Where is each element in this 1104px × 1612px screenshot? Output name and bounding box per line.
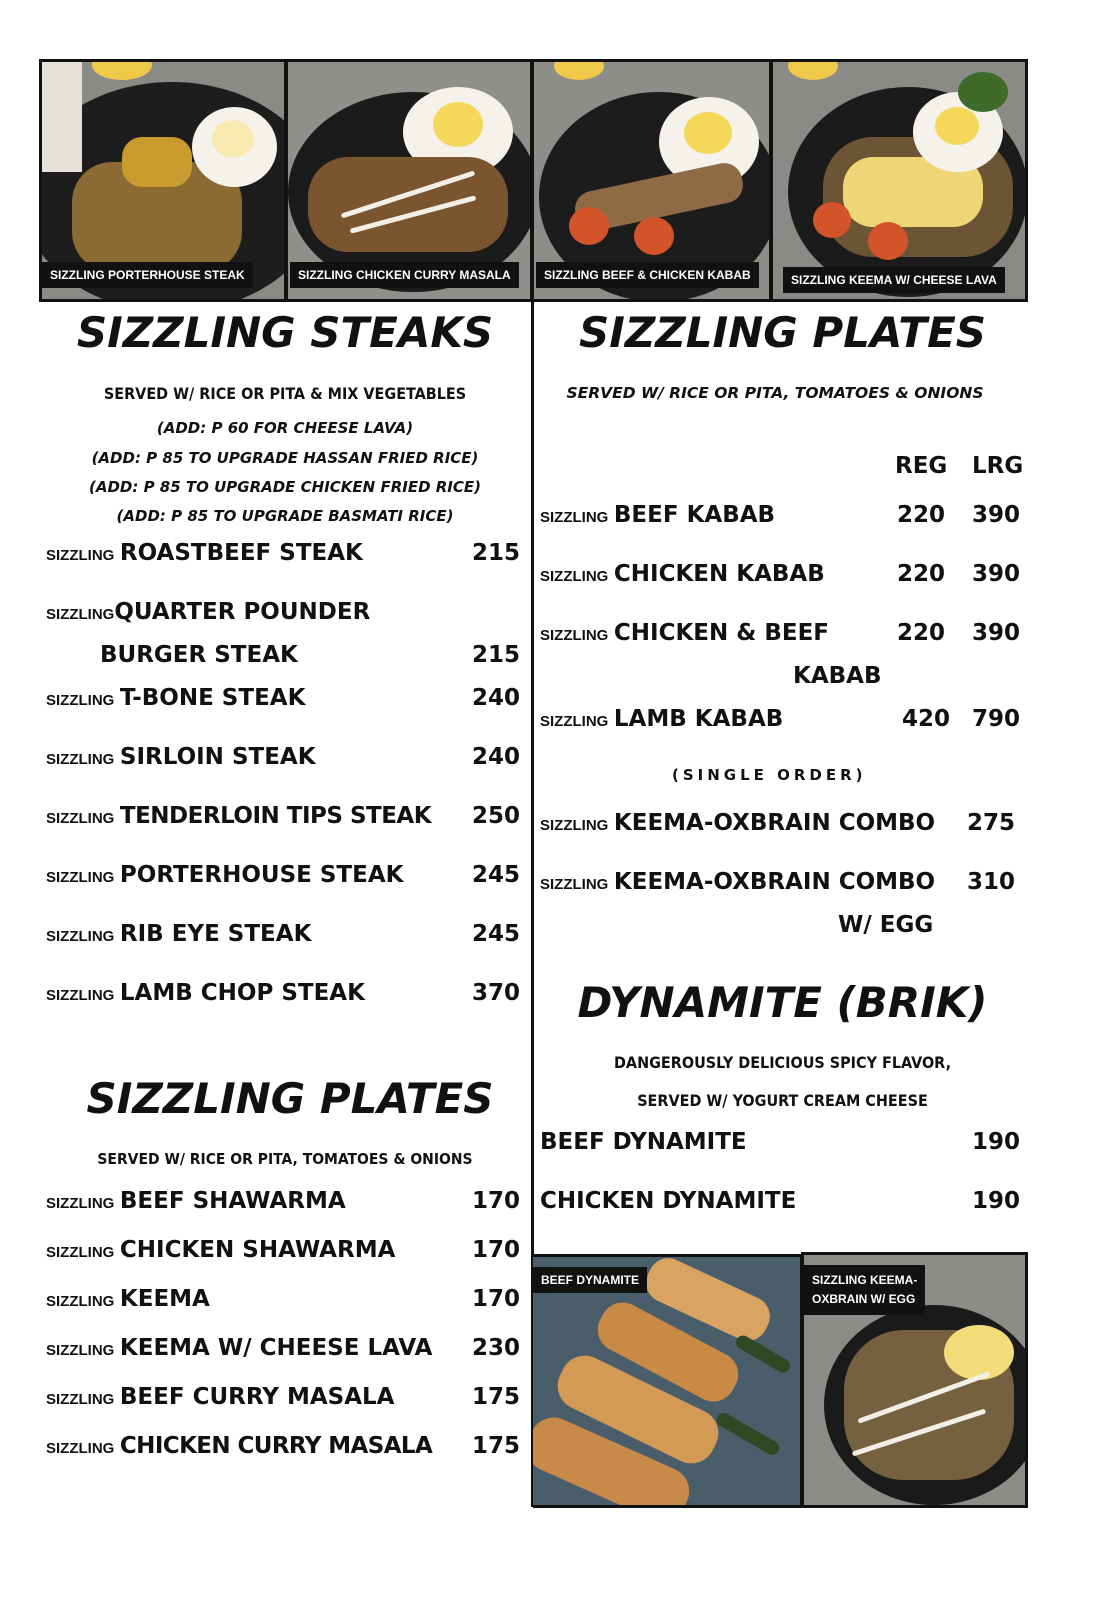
item-name: QUARTER POUNDER <box>114 599 371 625</box>
sizzling-prefix: SIZZLING <box>46 928 115 945</box>
item-name: KEEMA-OXBRAIN COMBO <box>613 869 936 895</box>
mixed-vegetables <box>122 137 192 187</box>
photo-beef-dynamite <box>533 1254 803 1508</box>
lemon-slice <box>554 59 604 80</box>
sizzling-prefix: SIZZLING <box>46 1440 115 1457</box>
steaks-note-chicken: (ADD: P 85 TO UPGRADE CHICKEN FRIED RICE) <box>88 478 481 496</box>
caption-line: SIZZLING KEEMA- <box>812 1273 918 1287</box>
item-name: BEEF DYNAMITE <box>540 1129 747 1155</box>
menu-item <box>46 1237 395 1263</box>
sizzling-prefix: SIZZLING <box>46 810 115 827</box>
item-name: BEEF SHAWARMA <box>119 1188 346 1214</box>
caption-line: OXBRAIN W/ EGG <box>812 1292 916 1307</box>
sizzling-prefix: SIZZLING <box>46 1391 115 1408</box>
item-price: 370 <box>471 980 520 1006</box>
menu-item <box>46 1433 432 1459</box>
photo-caption: SIZZLING KEEMA W/ CHEESE LAVA <box>783 267 1005 293</box>
photo-beef-chicken-kabab <box>531 59 772 302</box>
sizzling-prefix: SIZZLING <box>46 606 115 623</box>
item-price: 190 <box>971 1129 1020 1155</box>
menu-item <box>46 1335 432 1361</box>
item-name: KEEMA-OXBRAIN COMBO <box>613 810 936 836</box>
sizzling-prefix: SIZZLING <box>540 876 609 893</box>
sizzling-prefix: SIZZLING <box>540 509 609 526</box>
steaks-note-hassan: (ADD: P 85 TO UPGRADE HASSAN FRIED RICE) <box>91 449 479 467</box>
photo-caption: SIZZLING CHICKEN CURRY MASALA <box>290 262 519 288</box>
price-lrg: 390 <box>971 561 1020 587</box>
item-price: 250 <box>471 803 520 829</box>
item-name: CHICKEN CURRY MASALA <box>119 1433 433 1459</box>
sizzling-prefix: SIZZLING <box>46 869 115 886</box>
item-name-continued: KABAB <box>793 663 882 689</box>
photo-caption: SIZZLING PORTERHOUSE STEAK <box>42 262 253 288</box>
price-reg: 220 <box>896 561 945 587</box>
plates-left-subtitle: SERVED W/ RICE OR PITA, TOMATOES & ONIONS <box>97 1150 473 1168</box>
item-price: 240 <box>471 685 520 711</box>
item-price: 215 <box>471 642 520 668</box>
menu-item <box>46 862 403 888</box>
column-header-reg: REG <box>895 453 948 479</box>
item-name: LAMB CHOP STEAK <box>119 980 365 1006</box>
menu-item <box>540 706 783 732</box>
menu-item <box>46 1384 394 1410</box>
sizzling-prefix: SIZZLING <box>46 1342 115 1359</box>
menu-item <box>46 599 370 625</box>
menu-item <box>540 561 825 587</box>
photo-caption: SIZZLING BEEF & CHICKEN KABAB <box>536 262 759 288</box>
grilled-tomato <box>868 222 908 260</box>
photo-chicken-curry-masala <box>285 59 533 302</box>
item-price: 170 <box>471 1237 520 1263</box>
item-price: 175 <box>471 1433 520 1459</box>
menu-item <box>46 540 363 566</box>
item-name: CHICKEN SHAWARMA <box>119 1237 396 1263</box>
sizzling-prefix: SIZZLING <box>46 987 115 1004</box>
photo-caption: BEEF DYNAMITE <box>533 1267 647 1293</box>
item-name: SIRLOIN STEAK <box>119 744 316 770</box>
egg-yolk <box>944 1325 1014 1380</box>
photo-porterhouse-steak <box>39 59 287 302</box>
menu-item <box>540 1188 796 1214</box>
item-name-continued: W/ EGG <box>838 912 934 938</box>
sizzling-prefix: SIZZLING <box>540 713 609 730</box>
lemon-slice <box>788 59 838 80</box>
item-price: 245 <box>471 921 520 947</box>
dynamite-heading: DYNAMITE (BRIK) <box>577 978 988 1027</box>
steaks-subtitle: SERVED W/ RICE OR PITA & MIX VEGETABLES <box>103 384 467 403</box>
price-reg: 220 <box>896 502 945 528</box>
item-price: 175 <box>471 1384 520 1410</box>
plates-right-subtitle: SERVED W/ RICE OR PITA, TOMATOES & ONIONS <box>566 384 984 402</box>
item-price: 245 <box>471 862 520 888</box>
single-order-note: (SINGLE ORDER) <box>672 766 867 784</box>
steaks-heading: SIZZLING STEAKS <box>76 308 494 357</box>
steaks-note-cheese: (ADD: P 60 FOR CHEESE LAVA) <box>156 419 414 437</box>
sizzling-prefix: SIZZLING <box>540 568 609 585</box>
photo-keema-cheese-lava <box>770 59 1028 302</box>
sizzling-prefix: SIZZLING <box>540 627 609 644</box>
green-chili <box>714 1410 782 1457</box>
item-name: RIB EYE STEAK <box>119 921 312 947</box>
menu-item <box>46 685 305 711</box>
item-name: BEEF KABAB <box>613 502 776 528</box>
egg-yolk <box>935 107 979 145</box>
menu-item <box>540 1129 747 1155</box>
menu-item <box>46 744 316 770</box>
parsley <box>958 72 1008 112</box>
item-price: 275 <box>966 810 1015 836</box>
menu-item <box>540 502 775 528</box>
curry-masala <box>308 157 508 252</box>
price-lrg: 790 <box>971 706 1020 732</box>
egg-yolk <box>684 112 732 154</box>
menu-item <box>540 810 935 836</box>
price-lrg: 390 <box>971 502 1020 528</box>
sizzling-prefix: SIZZLING <box>46 1195 115 1212</box>
item-name: T-BONE STEAK <box>119 685 306 711</box>
item-price: 240 <box>471 744 520 770</box>
item-name-continued: BURGER STEAK <box>100 642 298 668</box>
item-name: LAMB KABAB <box>613 706 784 732</box>
egg-yolk <box>433 102 483 147</box>
sizzling-prefix: SIZZLING <box>46 1244 115 1261</box>
item-price: 230 <box>471 1335 520 1361</box>
item-price: 215 <box>471 540 520 566</box>
item-price: 190 <box>971 1188 1020 1214</box>
menu-item <box>46 1286 210 1312</box>
menu-item <box>46 1188 346 1214</box>
item-name: BEEF CURRY MASALA <box>119 1384 395 1410</box>
item-price: 170 <box>471 1188 520 1214</box>
item-name: CHICKEN DYNAMITE <box>540 1188 797 1214</box>
column-header-lrg: LRG <box>972 453 1024 479</box>
photo-caption <box>804 1265 925 1315</box>
sizzling-prefix: SIZZLING <box>46 547 115 564</box>
plates-left-heading: SIZZLING PLATES <box>86 1074 494 1123</box>
item-price: 310 <box>966 869 1015 895</box>
sizzling-prefix: SIZZLING <box>46 1293 115 1310</box>
sizzling-prefix: SIZZLING <box>46 692 115 709</box>
sizzling-prefix: SIZZLING <box>46 751 115 768</box>
grilled-tomato <box>634 217 674 255</box>
item-name: KEEMA W/ CHEESE LAVA <box>119 1335 433 1361</box>
menu-item <box>46 980 365 1006</box>
item-name: CHICKEN KABAB <box>613 561 825 587</box>
grilled-tomato <box>569 207 609 245</box>
price-lrg: 390 <box>971 620 1020 646</box>
photo-keema-oxbrain-egg <box>801 1252 1028 1508</box>
plates-right-heading: SIZZLING PLATES <box>578 308 987 357</box>
item-name: PORTERHOUSE STEAK <box>119 862 404 888</box>
price-reg: 220 <box>896 620 945 646</box>
item-name: KEEMA <box>119 1286 210 1312</box>
steaks-note-basmati: (ADD: P 85 TO UPGRADE BASMATI RICE) <box>116 507 454 525</box>
sizzling-prefix: SIZZLING <box>540 817 609 834</box>
dynamite-description-1: DANGEROUSLY DELICIOUS SPICY FLAVOR, <box>613 1053 952 1072</box>
lemon-slice <box>92 59 152 80</box>
price-reg: 420 <box>901 706 950 732</box>
side-salad <box>42 62 82 172</box>
item-name: TENDERLOIN TIPS STEAK <box>119 803 432 829</box>
menu-item <box>540 620 829 646</box>
item-name: ROASTBEEF STEAK <box>119 540 363 566</box>
item-name: CHICKEN & BEEF <box>613 620 829 646</box>
grilled-tomato <box>813 202 851 238</box>
item-price: 170 <box>471 1286 520 1312</box>
menu-item <box>46 803 431 829</box>
menu-item <box>540 869 935 895</box>
dynamite-description-2: SERVED W/ YOGURT CREAM CHEESE <box>637 1091 928 1110</box>
rice-top <box>212 120 254 158</box>
green-chili <box>734 1333 793 1375</box>
menu-item <box>46 921 311 947</box>
